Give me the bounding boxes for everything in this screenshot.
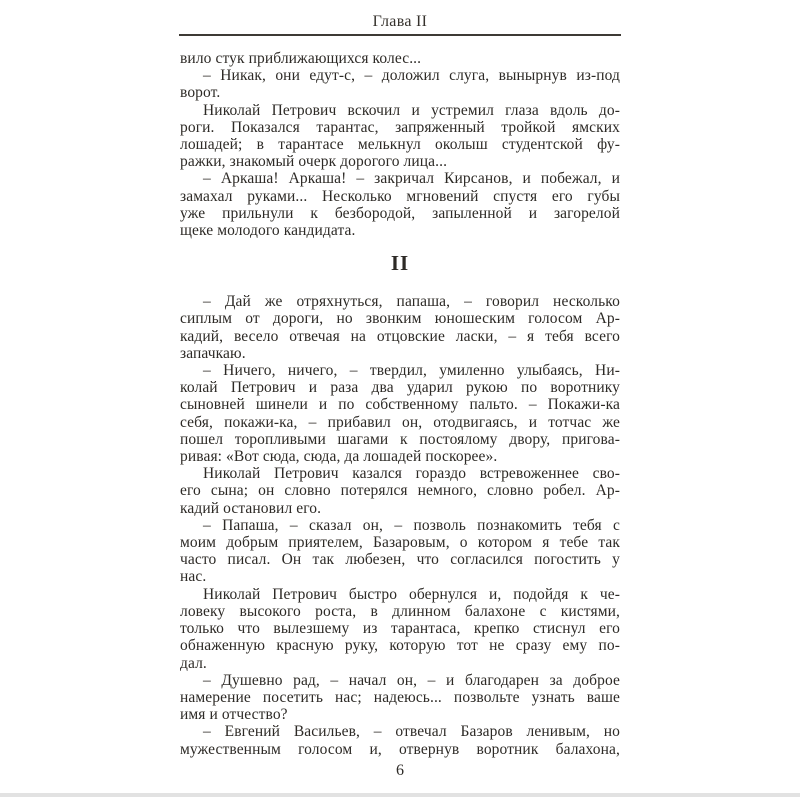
text-line: кадий остановил его.: [180, 499, 322, 517]
text-line: намерение посетить нас; надеюсь... позвольте узнать ваше: [180, 688, 620, 706]
paragraph: [180, 67, 620, 101]
text-line: мужественным голосом и, отвернув воротник балахона,: [180, 740, 620, 758]
text-line: только что вылезшему из тарантаса, крепко стиснул его: [180, 620, 620, 638]
text-line: – Евгений Васильев, – отвечал Базаров ленивым, но: [203, 723, 620, 741]
text-line: его сына; он словно потерялся немного, словно робел. Ар-: [180, 482, 620, 500]
text-line: пошел торопливыми шагами к постоялому двору, пригова-: [180, 430, 620, 448]
paragraph: [180, 170, 620, 239]
header-rule: [179, 34, 621, 36]
text-line: Николай Петрович казался гораздо встревоженнее сво-: [203, 465, 620, 483]
paragraph: [180, 672, 620, 724]
text-line: себя, покажи-ка, – прибавил он, отодвигаясь, и тотчас же: [180, 413, 620, 431]
text-line: замахал руками... Несколько мгновений спустя его губы: [180, 187, 620, 205]
text-line: ворот.: [180, 84, 221, 102]
paragraph: [180, 50, 620, 67]
chapter-title: Глава II: [372, 13, 428, 30]
text-line: сыновней шинели и по собственному пальто. – Покажи-ка: [180, 396, 620, 414]
paragraph: [180, 723, 620, 757]
text-line: – Дай же отряхнуться, папаша, – говорил несколько: [203, 293, 620, 311]
page-content: [180, 50, 620, 758]
text-line: нас.: [180, 568, 207, 586]
text-line: роги. Показался тарантас, запряженный тройкой ямских: [180, 118, 620, 136]
text-line: имя и отчество?: [180, 706, 288, 724]
paragraph: [180, 293, 620, 362]
paragraph: [180, 586, 620, 672]
text-line: – Аркаша! Аркаша! – закричал Кирсанов, и побежал, и: [203, 170, 620, 188]
text-line: ривая: «Вот сюда, сюда, да лошадей поскорее».: [180, 448, 498, 466]
text-line: запачкаю.: [180, 344, 246, 362]
page-bottom-edge: [0, 793, 800, 797]
text-line: колай Петрович и раза два ударил рукою по воротнику: [180, 379, 620, 397]
text-line: – Ничего, ничего, – твердил, умиленно улыбаясь, Ни-: [203, 362, 620, 380]
page-number: 6: [396, 762, 404, 779]
text-line: – Душевно рад, – начал он, – и благодарен за доброе: [203, 671, 620, 689]
section-heading: II: [390, 251, 410, 276]
text-line: – Никак, они едут-с, – доложил слуга, вынырнув из-под: [203, 67, 620, 85]
text-line: лошадей; в тарантасе мелькнул околыш студентской фу-: [180, 136, 620, 154]
text-line: – Папаша, – сказал он, – позволь познакомить тебя с: [203, 516, 620, 534]
text-line: моим добрым приятелем, Базаровым, о котором я тебе так: [180, 534, 620, 552]
text-line: Николай Петрович быстро обернулся и, подойдя к че-: [203, 585, 620, 603]
text-line: обнаженную красную руку, которую тот не сразу ему по-: [180, 637, 620, 655]
text-line: сиплым от дороги, но звонким юношеским голосом Ар-: [180, 310, 620, 328]
paragraph: [180, 517, 620, 586]
text-line: уже прильнули к безбородой, запыленной и загорелой: [180, 204, 620, 222]
text-line: кадий, весело отвечая на отцовские ласки, – я тебя всего: [180, 327, 620, 345]
text-line: часто писал. Он так любезен, что согласился погостить у: [180, 551, 620, 569]
text-line: ловеку высокого роста, в длинном балахоне с кистями,: [180, 602, 620, 620]
text-line: ражки, знакомый очерк дорогого лица...: [180, 153, 448, 171]
paragraph: [180, 362, 620, 465]
text-line: вило стук приближающихся колес...: [180, 50, 422, 67]
paragraph: [180, 465, 620, 517]
text-line: щеке молодого кандидата.: [180, 222, 356, 240]
paragraph: [180, 102, 620, 171]
text-line: Николай Петрович вскочил и устремил глаза вдоль до-: [203, 101, 620, 119]
running-header: [0, 0, 800, 36]
text-line: дал.: [180, 654, 207, 672]
